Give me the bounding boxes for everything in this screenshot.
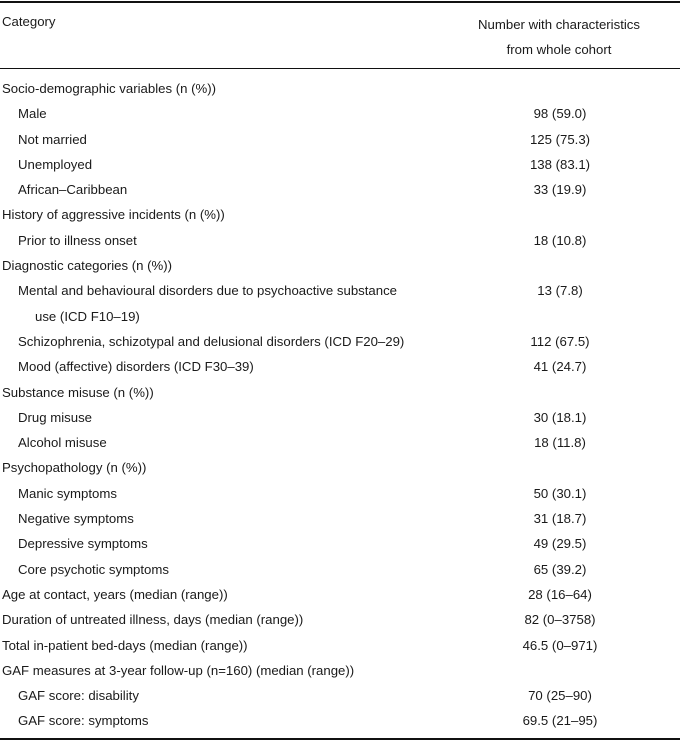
row-label: Total in-patient bed-days (median (range)) [2,637,248,653]
table-row [0,506,680,531]
row-value: 50 (30.1) [533,485,587,501]
table-row [0,177,680,202]
row-label: Psychopathology (n (%)) [2,460,147,476]
row-label: Alcohol misuse [18,435,107,451]
row-label: Male [18,106,47,122]
row-label: Duration of untreated illness, days (median (range)) [2,612,304,628]
table-row [0,708,680,733]
header-rule [0,68,680,69]
row-label: Socio-demographic variables (n (%)) [2,81,217,96]
row-label: Depressive symptoms [18,536,148,552]
row-value: 69.5 (21–95) [522,713,598,729]
row-value: 13 (7.8) [537,283,583,299]
row-value: 112 (67.5) [530,333,590,349]
table-row [0,455,680,480]
row-label: GAF score: symptoms [18,713,149,729]
table-row [0,152,680,177]
table-row [0,582,680,607]
row-value: 31 (18.7) [533,511,587,527]
row-label: African–Caribbean [18,182,128,198]
table-row [0,278,680,329]
top-rule [0,1,680,3]
row-label: Substance misuse (n (%)) [2,384,154,400]
row-label: Negative symptoms [18,511,134,527]
table-row [0,481,680,506]
header-number [448,12,670,62]
row-label: Schizophrenia, schizotypal and delusional disorders (ICD F20–29) [18,333,405,349]
row-label: Age at contact, years (median (range)) [2,586,228,602]
row-label: History of aggressive incidents (n (%)) [2,207,225,223]
row-label: Diagnostic categories (n (%)) [2,258,173,274]
row-value: 82 (0–3758) [524,612,596,628]
table-row [0,430,680,455]
row-value: 49 (29.5) [533,536,587,552]
row-value: 30 (18.1) [533,409,587,425]
row-label: Manic symptoms [18,485,117,501]
table-row [0,633,680,658]
row-label-line2: use (ICD F10–19) [35,308,140,324]
row-value: 46.5 (0–971) [522,637,598,653]
row-value: 65 (39.2) [533,561,587,577]
table-row [0,658,680,683]
row-label: Mood (affective) disorders (ICD F30–39) [18,359,254,375]
table-body [0,76,680,734]
table-row [0,253,680,278]
table-row [0,101,680,126]
row-value: 28 (16–64) [528,586,592,602]
row-value: 18 (11.8) [534,435,586,451]
row-value: 125 (75.3) [529,131,591,147]
table-row [0,127,680,152]
table-row [0,683,680,708]
table-row [0,531,680,556]
table-row [0,329,680,354]
row-value: 70 (25–90) [528,688,592,704]
header-category: Category [2,14,56,29]
table-row [0,607,680,632]
row-label: GAF score: disability [18,688,139,704]
row-label: Core psychotic symptoms [18,561,169,577]
row-label: Unemployed [18,156,93,172]
table-row [0,202,680,227]
bottom-rule [0,738,680,740]
row-value: 33 (19.9) [533,182,587,198]
row-value: 138 (83.1) [529,156,591,172]
table-row [0,380,680,405]
header-number-line1: Number with characteristics [478,17,640,32]
header-number-line2: from whole cohort [506,42,612,57]
row-label-line1: Mental and behavioural disorders due to psychoactive substance [18,283,398,299]
row-value: 18 (10.8) [533,232,587,248]
row-label: Prior to illness onset [18,232,137,248]
table-row [0,557,680,582]
row-value: 41 (24.7) [533,359,587,375]
row-label: Not married [18,131,87,147]
row-label: GAF measures at 3-year follow-up (n=160) (median (range)) [2,662,355,678]
table-row [0,228,680,253]
table-row [0,354,680,379]
table-row [0,76,680,101]
row-label [18,278,448,329]
row-label: Drug misuse [18,409,93,425]
table-row [0,405,680,430]
row-value: 98 (59.0) [533,106,587,122]
